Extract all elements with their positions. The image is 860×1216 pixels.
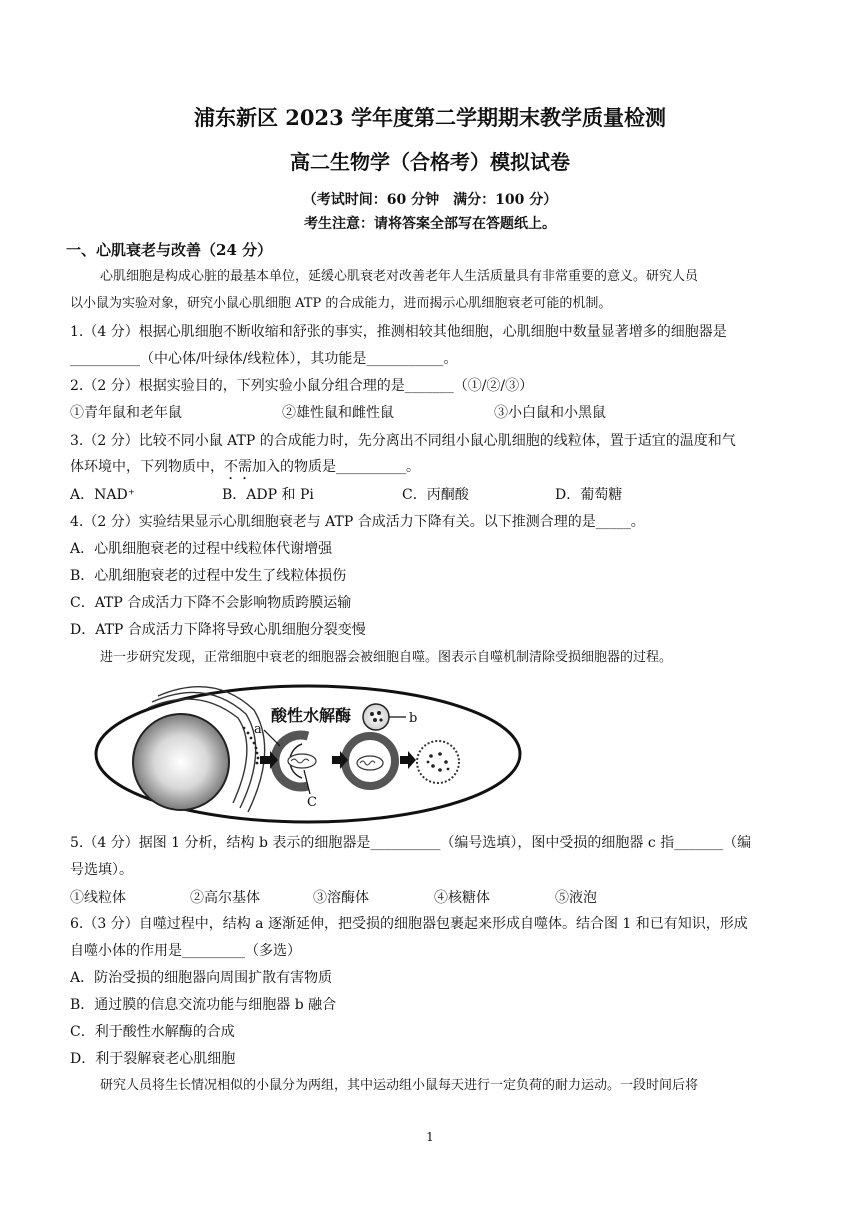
question-5-line: 5.（4 分）据图 1 分析，结构 b 表示的细胞器是__________（编号选填），图中受损的细胞器 c 指_______（编 <box>70 835 752 851</box>
exam-notice: 考生注意：请将答案全部写在答题纸上。 <box>304 216 556 232</box>
exam-info: （考试时间：60 分钟 满分：100 分） <box>302 192 558 208</box>
question-1-line: 1.（4 分）根据心肌细胞不断收缩和舒张的事实，推测相较其他细胞，心肌细胞中数量显著增多的细胞器是 <box>70 324 727 340</box>
intro-paragraph-line: 以小鼠为实验对象，研究小鼠心肌细胞 ATP 的合成能力，进而揭示心肌细胞衰老可能的机制。 <box>70 296 612 311</box>
exam-subtitle: 高二生物学（合格考）模拟试卷 <box>290 150 570 174</box>
question-6-line: 6.（3 分）自噬过程中，结构 a 逐渐延伸，把受损的细胞器包裹起来形成自噬体。结合图 1 和已有知识，形成 <box>70 916 748 932</box>
question-2-line: 2.（2 分）根据实验目的，下列实验小鼠分组合理的是_______（①/②/③） <box>70 378 534 394</box>
autophagosome <box>345 736 395 786</box>
lysosome-b <box>363 704 389 730</box>
question-6-option: C．利于酸性水解酶的合成 <box>70 1024 235 1040</box>
intro-paragraph-line: 心肌细胞是构成心脏的最基本单位，延缓心肌衰老对改善老年人生活质量具有非常重要的意义。研究人员 <box>100 269 699 284</box>
question-4-line: 4.（2 分）实验结果显示心肌细胞衰老与 ATP 合成活力下降有关。以下推测合理的是_____。 <box>70 514 645 530</box>
intro-paragraph-line: 研究人员将生长情况相似的小鼠分为两组，其中运动组小鼠每天进行一定负荷的耐力运动。一段时间后将 <box>100 1078 699 1093</box>
question-3-option: D．葡萄糖 <box>555 487 623 503</box>
autophagy-figure <box>88 678 528 828</box>
question-4-option: C．ATP 合成活力下降不会影响物质跨膜运输 <box>70 595 352 611</box>
question-1-line: __________（中心体/叶绿体/线粒体），其功能是___________。 <box>70 351 458 367</box>
section-heading: 一、心肌衰老与改善（24 分） <box>66 241 273 259</box>
nucleus <box>133 714 229 810</box>
question-6-option: A．防治受损的细胞器向周围扩散有害物质 <box>70 970 333 986</box>
question-3-option: A．NAD⁺ <box>70 487 136 503</box>
label-b: b <box>409 711 418 726</box>
question-5-option: ②高尔基体 <box>190 890 260 906</box>
autolysosome <box>417 741 459 783</box>
question-5-option: ④核糖体 <box>434 890 490 906</box>
exam-title: 浦东新区 2023 学年度第二学期期末教学质量检测 <box>193 105 667 130</box>
question-3-option: B．ADP 和 Pi <box>222 487 314 503</box>
question-4-option: B．心肌细胞衰老的过程中发生了线粒体损伤 <box>70 568 347 584</box>
intro-paragraph-line: 进一步研究发现，正常细胞中衰老的细胞器会被细胞自噬。图表示自噬机制清除受损细胞器的过程。 <box>100 650 673 665</box>
question-3-line: 3.（2 分）比较不同小鼠 ATP 的合成能力时，先分离出不同组小鼠心肌细胞的线粒体，置于适宜的温度和气 <box>70 433 736 449</box>
question-2-option: ①青年鼠和老年鼠 <box>70 405 182 421</box>
question-3-text: 加入的物质是__________。 <box>252 459 420 475</box>
question-3-line <box>70 457 420 483</box>
question-2-option: ②雄性鼠和雌性鼠 <box>282 405 394 421</box>
question-6-option: B．通过膜的信息交流功能与细胞器 b 融合 <box>70 997 337 1013</box>
question-6-line: 自噬小体的作用是_________（多选） <box>70 943 301 959</box>
question-5-option: ①线粒体 <box>70 890 126 906</box>
question-5-line: 号选填）。 <box>70 862 133 878</box>
question-5-option: ⑤液泡 <box>555 890 597 906</box>
question-4-option: A．心肌细胞衰老的过程中线粒体代谢增强 <box>70 541 333 557</box>
question-2-option: ③小白鼠和小黑鼠 <box>494 405 606 421</box>
question-3-text: 体环境中，下列物质中， <box>70 459 224 475</box>
enzyme-label: 酸性水解酶 <box>271 706 352 725</box>
page-number: 1 <box>426 1130 434 1144</box>
label-c: C <box>307 795 317 810</box>
question-4-option: D．ATP 合成活力下降将导致心肌细胞分裂变慢 <box>70 622 366 638</box>
question-3-option: C．丙酮酸 <box>402 487 469 503</box>
emphasis-text: 不需 <box>224 459 252 475</box>
question-5-option: ③溶酶体 <box>313 890 369 906</box>
question-6-option: D．利于裂解衰老心肌细胞 <box>70 1051 236 1067</box>
label-a: a <box>254 722 262 737</box>
